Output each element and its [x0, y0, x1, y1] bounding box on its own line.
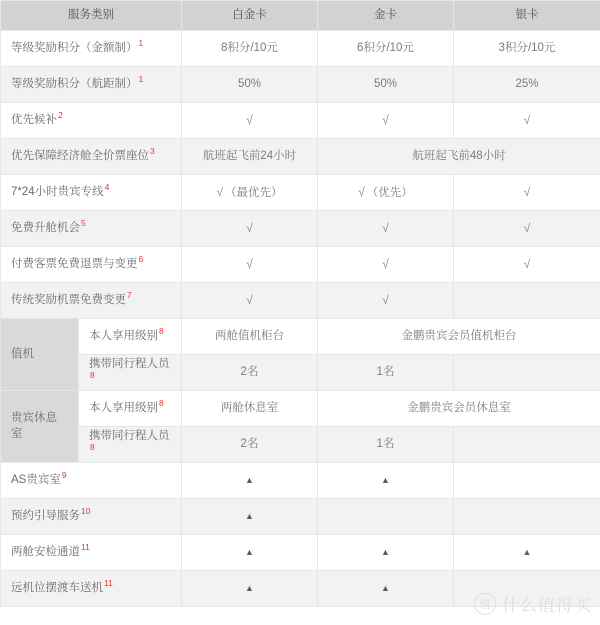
- row-label-cell: [1, 103, 182, 139]
- check-icon: √: [382, 256, 389, 271]
- row-group-title: 贵宾休息室: [11, 411, 57, 440]
- footnote-marker: 5: [81, 217, 86, 228]
- cell-gold: [318, 571, 454, 607]
- value-suffix: （最优先）: [225, 186, 283, 199]
- cell-silver: [454, 283, 600, 319]
- cell-platinum: [182, 499, 318, 535]
- row-label-cell: [1, 499, 182, 535]
- row-label: AS贵宾室: [11, 473, 61, 486]
- row-label: 等级奖励积分（金额制）: [11, 41, 138, 54]
- table-row: [1, 391, 600, 427]
- cell-gold: [318, 247, 454, 283]
- value-suffix: （优先）: [366, 186, 413, 199]
- table-row: [1, 283, 600, 319]
- cell-silver: [454, 31, 600, 67]
- table-row: [1, 103, 600, 139]
- row-sublabel-cell: [79, 319, 182, 355]
- cell-gold: [318, 31, 454, 67]
- check-icon: √: [216, 184, 224, 199]
- value-text: 两舱休息室: [220, 401, 279, 414]
- cell-platinum: [182, 463, 318, 499]
- footnote-marker: 11: [81, 541, 90, 552]
- header-cell-platinum: 白金卡: [182, 1, 318, 31]
- cell-platinum: [182, 355, 318, 391]
- table-row: [1, 31, 600, 67]
- cell-platinum: [182, 571, 318, 607]
- cell-platinum: [182, 319, 318, 355]
- table-row: [1, 139, 600, 175]
- check-icon: √: [382, 220, 389, 235]
- value-text: 金鹏贵宾会员值机柜台: [401, 329, 517, 342]
- footnote-marker: 1: [138, 73, 144, 84]
- value-text: 2名: [240, 365, 259, 378]
- row-sublabel-cell: [79, 355, 182, 391]
- table-row: [1, 463, 600, 499]
- row-label: 两舱安检通道: [11, 545, 80, 558]
- triangle-icon: ▲: [381, 474, 390, 485]
- check-icon: √: [523, 184, 531, 199]
- cell-gold: [318, 175, 454, 211]
- check-icon: √: [523, 256, 531, 271]
- triangle-icon: ▲: [381, 582, 390, 593]
- footnote-marker: 1: [138, 37, 144, 48]
- row-label: 7*24小时贵宾专线: [11, 185, 104, 198]
- cell-gold: [318, 463, 454, 499]
- row-label: 等级奖励积分（航距制）: [11, 77, 138, 90]
- table-header: [1, 1, 600, 31]
- triangle-icon: ▲: [245, 582, 254, 593]
- row-group-title: 值机: [11, 347, 34, 360]
- table-row: [1, 247, 600, 283]
- header-cell-silver: 银卡: [454, 1, 600, 31]
- cell-platinum: [182, 211, 318, 247]
- row-label: 优先保障经济舱全价票座位: [11, 149, 149, 162]
- cell-platinum: [182, 391, 318, 427]
- row-label: 传统奖励机票免费变更: [11, 293, 126, 306]
- cell-gold: [318, 427, 454, 463]
- row-label: 预约引导服务: [11, 509, 80, 522]
- cell-gold-silver-merged: [318, 391, 600, 427]
- check-icon: √: [246, 112, 253, 127]
- cell-gold-silver-merged: [318, 139, 600, 175]
- row-label: 优先候补: [11, 113, 57, 126]
- footnote-marker: 6: [138, 253, 144, 264]
- table-row: [1, 427, 600, 463]
- cell-platinum: [182, 427, 318, 463]
- check-icon: √: [246, 292, 253, 307]
- check-icon: √: [246, 220, 253, 235]
- cell-platinum: [182, 175, 318, 211]
- cell-gold: [318, 211, 454, 247]
- cell-silver: [454, 571, 600, 607]
- table-row: [1, 499, 600, 535]
- cell-silver: [454, 247, 600, 283]
- footnote-marker: 8: [90, 441, 95, 452]
- table-row: [1, 535, 600, 571]
- cell-gold: [318, 499, 454, 535]
- cell-platinum: [182, 103, 318, 139]
- table-row: [1, 355, 600, 391]
- row-label: 携带同行程人员: [89, 357, 170, 370]
- row-label-cell: [1, 283, 182, 319]
- row-label-cell: [1, 463, 182, 499]
- check-icon: √: [246, 256, 253, 271]
- cell-silver: [454, 103, 600, 139]
- value-text: 2名: [240, 437, 259, 450]
- cell-silver: [454, 67, 600, 103]
- triangle-icon: ▲: [245, 546, 254, 557]
- footnote-marker: 4: [104, 181, 110, 192]
- cell-silver: [454, 535, 600, 571]
- cell-gold: [318, 67, 454, 103]
- value-text: 1名: [376, 365, 395, 378]
- row-label: 远机位摆渡车送机: [11, 581, 103, 594]
- footnote-marker: 10: [81, 505, 91, 516]
- cell-gold: [318, 355, 454, 391]
- value-text: 航班起飞前24小时: [202, 149, 297, 162]
- cell-silver: [454, 211, 600, 247]
- row-group-header: [1, 391, 79, 463]
- cell-silver: [454, 463, 600, 499]
- header-cell-category: 服务类别: [1, 1, 182, 31]
- triangle-icon: ▲: [522, 546, 532, 557]
- footnote-marker: 11: [104, 577, 113, 588]
- table-row: [1, 211, 600, 247]
- cell-platinum: [182, 67, 318, 103]
- cell-gold: [318, 103, 454, 139]
- row-group-header: [1, 319, 79, 391]
- cell-gold-silver-merged: [318, 319, 600, 355]
- header-row: [1, 1, 600, 31]
- check-icon: √: [382, 112, 389, 127]
- check-icon: √: [382, 292, 389, 307]
- cell-platinum: [182, 31, 318, 67]
- cell-gold: [318, 283, 454, 319]
- table-row: [1, 319, 600, 355]
- header-cell-gold: 金卡: [318, 1, 454, 31]
- footnote-marker: 3: [150, 145, 155, 156]
- value-text: 25%: [515, 77, 539, 90]
- row-label-cell: [1, 67, 182, 103]
- check-icon: √: [358, 184, 365, 199]
- row-label: 付费客票免费退票与变更: [11, 257, 138, 270]
- row-sublabel-cell: [79, 427, 182, 463]
- table-row: [1, 67, 600, 103]
- value-text: 金鹏贵宾会员休息室: [407, 401, 511, 414]
- triangle-icon: ▲: [381, 546, 390, 557]
- watermark-logo-icon: 值: [474, 593, 496, 615]
- row-label-cell: [1, 31, 182, 67]
- value-text: 50%: [237, 77, 262, 90]
- row-label-cell: [1, 247, 182, 283]
- row-label-cell: [1, 139, 182, 175]
- value-text: 3积分/10元: [498, 41, 556, 54]
- value-text: 两舱值机柜台: [215, 329, 284, 342]
- table-body: [1, 31, 600, 607]
- row-label-cell: [1, 211, 182, 247]
- row-label-cell: [1, 571, 182, 607]
- cell-platinum: [182, 283, 318, 319]
- value-text: 8积分/10元: [221, 41, 278, 54]
- row-label: 本人享用级别: [89, 329, 158, 342]
- footnote-marker: 2: [58, 109, 63, 120]
- footnote-marker: 7: [127, 289, 132, 300]
- triangle-icon: ▲: [245, 510, 254, 521]
- row-label: 免费升舱机会: [11, 221, 80, 234]
- check-icon: √: [523, 220, 531, 235]
- cell-platinum: [182, 247, 318, 283]
- triangle-icon: ▲: [245, 474, 254, 485]
- footnote-marker: 8: [159, 325, 164, 336]
- row-label-cell: [1, 535, 182, 571]
- value-text: 航班起飞前48小时: [412, 149, 506, 162]
- value-text: 6积分/10元: [357, 41, 414, 54]
- cell-gold: [318, 535, 454, 571]
- cell-platinum: [182, 535, 318, 571]
- check-icon: √: [523, 112, 531, 127]
- table-row: [1, 175, 600, 211]
- footnote-marker: 8: [159, 397, 164, 408]
- row-label: 携带同行程人员: [89, 429, 170, 442]
- value-text: 50%: [373, 77, 398, 90]
- cell-silver: [454, 175, 600, 211]
- value-text: 1名: [376, 437, 395, 450]
- watermark-text: 什么值得买: [502, 596, 592, 616]
- cell-silver: [454, 499, 600, 535]
- row-sublabel-cell: [79, 391, 182, 427]
- row-label-cell: [1, 175, 182, 211]
- cell-silver: [454, 355, 600, 391]
- table-row: [1, 571, 600, 607]
- footnote-marker: 8: [90, 369, 95, 380]
- row-label: 本人享用级别: [89, 401, 158, 414]
- cell-silver: [454, 427, 600, 463]
- footnote-marker: 9: [61, 469, 67, 480]
- cell-platinum: [182, 139, 318, 175]
